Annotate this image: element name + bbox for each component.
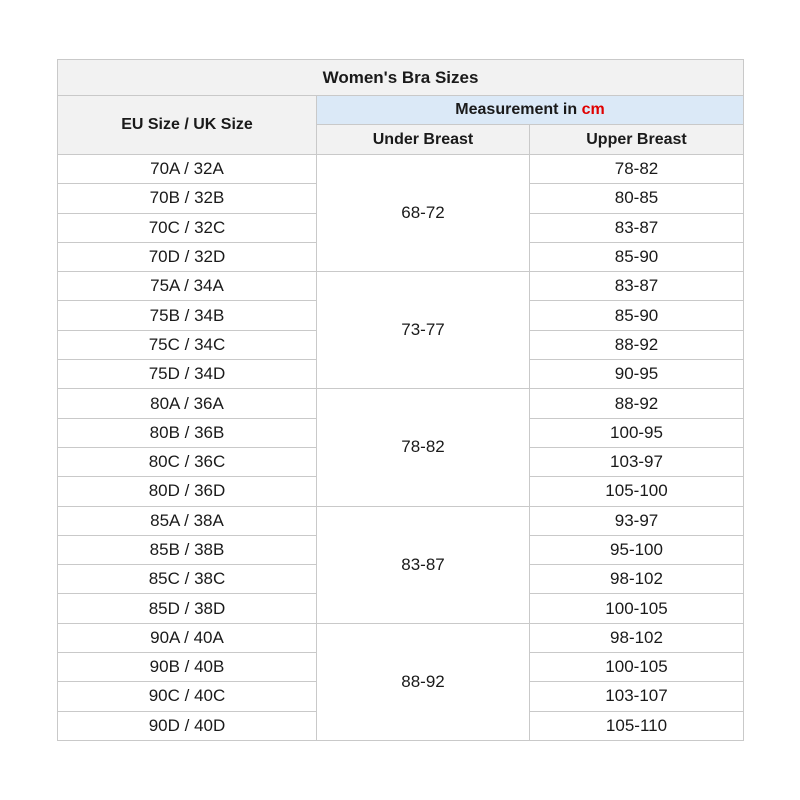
table-row xyxy=(58,389,744,418)
upper-breast-cell: 105-110 xyxy=(530,711,744,740)
size-cell: 85D / 38D xyxy=(58,594,317,623)
under-breast-cell: 83-87 xyxy=(317,506,530,623)
size-cell: 70D / 32D xyxy=(58,242,317,271)
upper-breast-cell: 83-87 xyxy=(530,272,744,301)
size-cell: 70B / 32B xyxy=(58,184,317,213)
upper-breast-cell: 103-97 xyxy=(530,447,744,476)
upper-breast-cell: 103-107 xyxy=(530,682,744,711)
size-cell: 90C / 40C xyxy=(58,682,317,711)
table-title: Women's Bra Sizes xyxy=(58,60,744,96)
under-breast-header: Under Breast xyxy=(317,125,530,155)
measurement-header xyxy=(317,96,744,125)
table-row xyxy=(58,272,744,301)
upper-breast-cell: 98-102 xyxy=(530,623,744,652)
upper-breast-cell: 100-105 xyxy=(530,653,744,682)
upper-breast-cell: 105-100 xyxy=(530,477,744,506)
size-cell: 70A / 32A xyxy=(58,155,317,184)
size-cell: 75A / 34A xyxy=(58,272,317,301)
upper-breast-header: Upper Breast xyxy=(530,125,744,155)
upper-breast-cell: 88-92 xyxy=(530,330,744,359)
size-cell: 75B / 34B xyxy=(58,301,317,330)
upper-breast-cell: 95-100 xyxy=(530,535,744,564)
size-cell: 90B / 40B xyxy=(58,653,317,682)
size-cell: 80B / 36B xyxy=(58,418,317,447)
size-cell: 75C / 34C xyxy=(58,330,317,359)
size-cell: 85B / 38B xyxy=(58,535,317,564)
upper-breast-cell: 83-87 xyxy=(530,213,744,242)
upper-breast-cell: 78-82 xyxy=(530,155,744,184)
measurement-unit: cm xyxy=(581,101,605,118)
bra-size-table xyxy=(57,59,744,741)
under-breast-cell: 78-82 xyxy=(317,389,530,506)
under-breast-cell: 68-72 xyxy=(317,155,530,272)
upper-breast-cell: 85-90 xyxy=(530,242,744,271)
size-cell: 90A / 40A xyxy=(58,623,317,652)
size-cell: 70C / 32C xyxy=(58,213,317,242)
measurement-header-text: Measurement in xyxy=(455,101,582,118)
table-row xyxy=(58,506,744,535)
under-breast-cell: 73-77 xyxy=(317,272,530,389)
upper-breast-cell: 85-90 xyxy=(530,301,744,330)
size-cell: 80D / 36D xyxy=(58,477,317,506)
table-row xyxy=(58,623,744,652)
table-row xyxy=(58,155,744,184)
size-cell: 85A / 38A xyxy=(58,506,317,535)
size-cell: 85C / 38C xyxy=(58,565,317,594)
upper-breast-cell: 88-92 xyxy=(530,389,744,418)
under-breast-cell: 88-92 xyxy=(317,623,530,740)
upper-breast-cell: 100-105 xyxy=(530,594,744,623)
size-cell: 80C / 36C xyxy=(58,447,317,476)
size-cell: 90D / 40D xyxy=(58,711,317,740)
size-column-header: EU Size / UK Size xyxy=(58,96,317,155)
upper-breast-cell: 93-97 xyxy=(530,506,744,535)
size-cell: 80A / 36A xyxy=(58,389,317,418)
table-body xyxy=(58,155,744,741)
upper-breast-cell: 90-95 xyxy=(530,360,744,389)
upper-breast-cell: 100-95 xyxy=(530,418,744,447)
size-cell: 75D / 34D xyxy=(58,360,317,389)
upper-breast-cell: 98-102 xyxy=(530,565,744,594)
upper-breast-cell: 80-85 xyxy=(530,184,744,213)
